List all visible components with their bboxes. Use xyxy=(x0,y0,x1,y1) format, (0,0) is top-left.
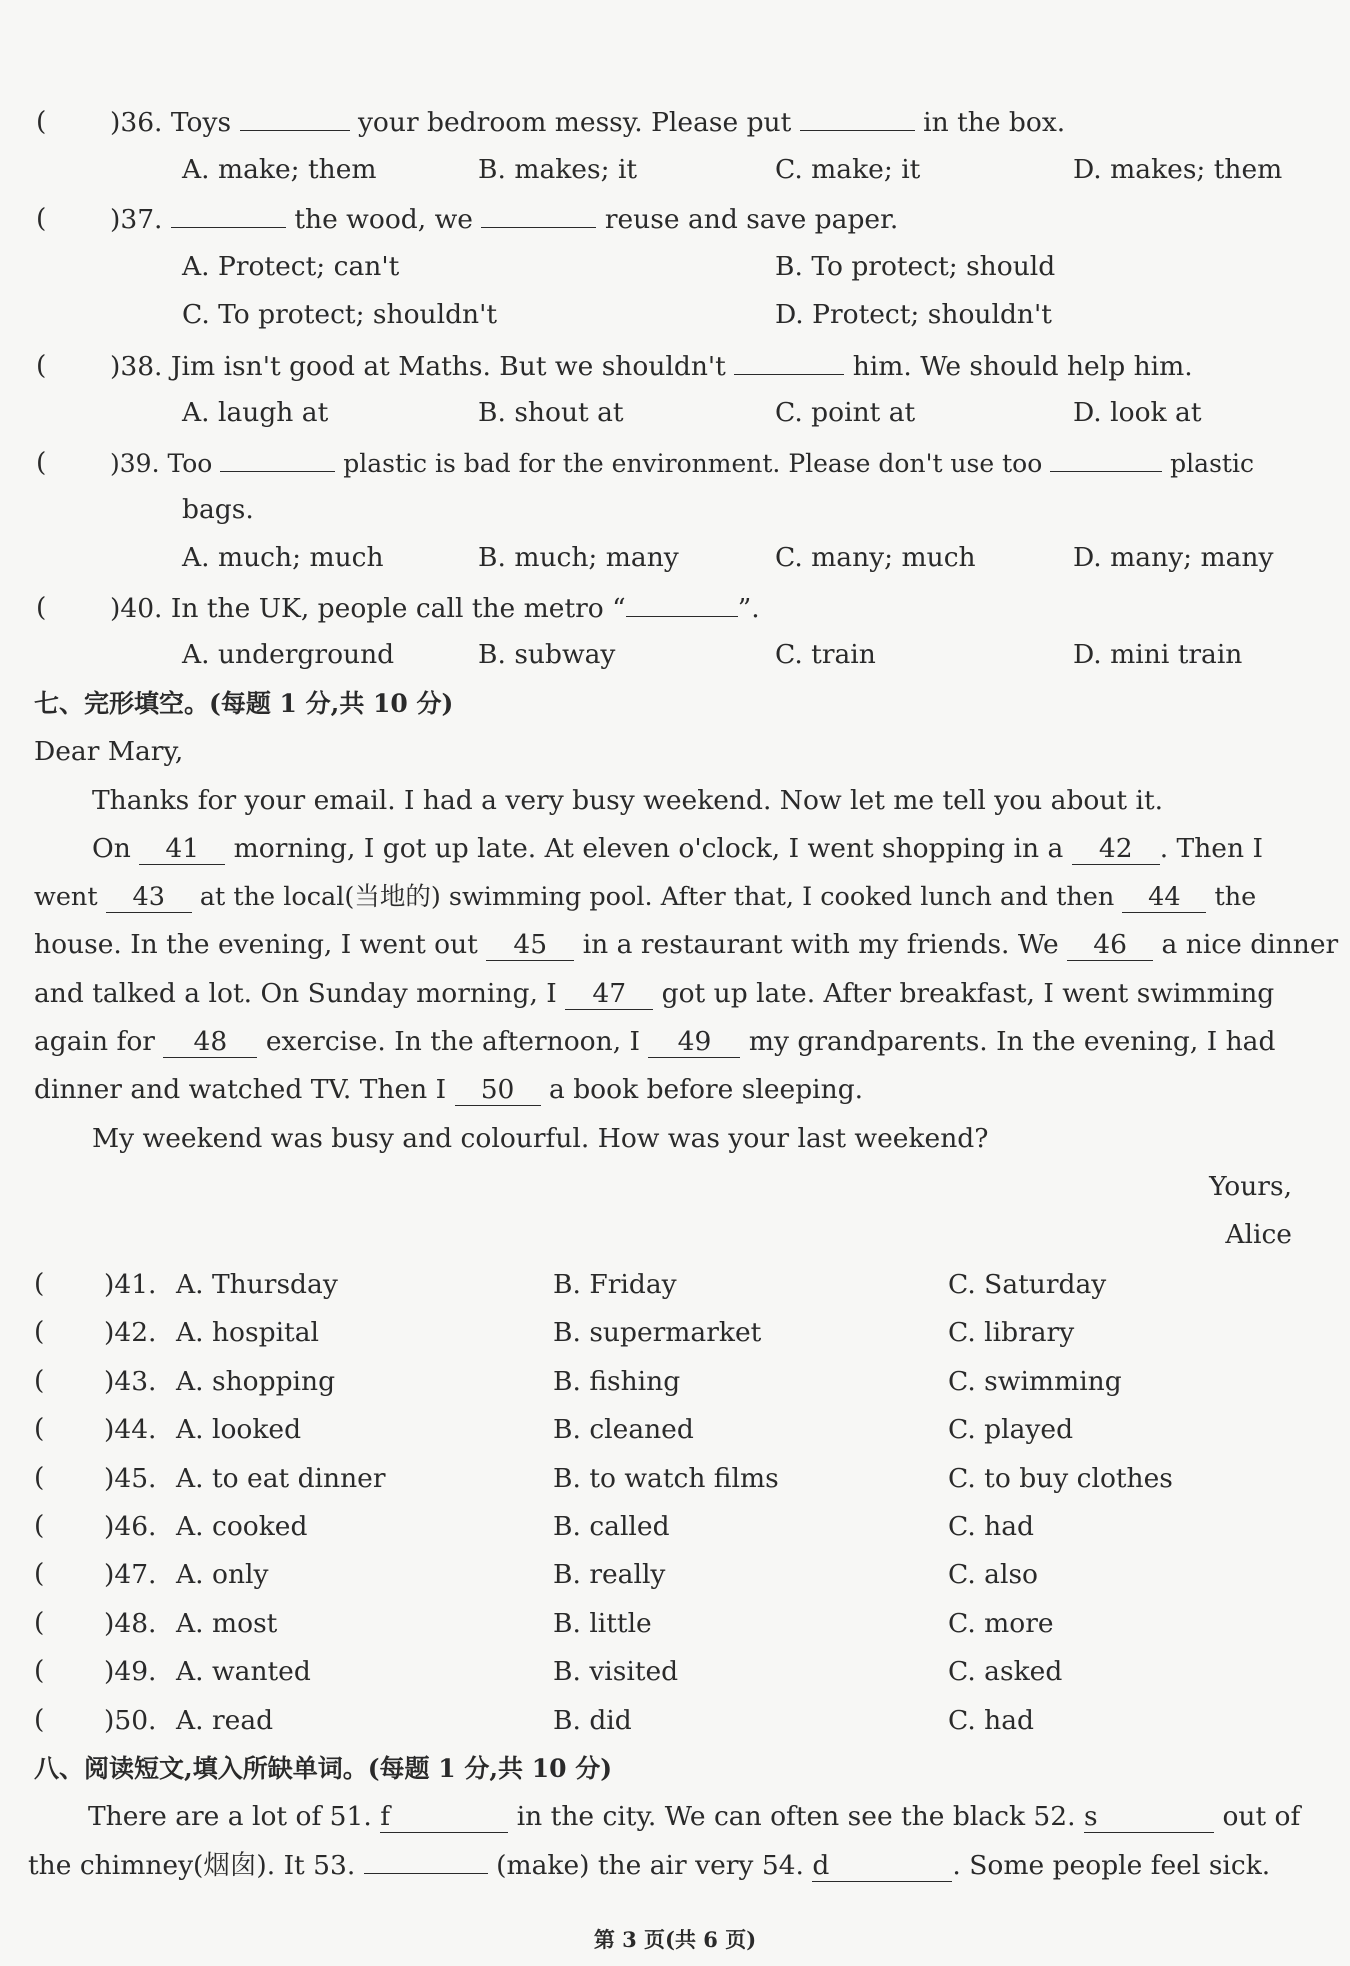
option-c[interactable]: C. swimming xyxy=(948,1365,1122,1397)
option-c[interactable]: C. many; much xyxy=(775,542,976,573)
passage-line xyxy=(34,977,1274,1011)
option-d[interactable]: D. look at xyxy=(1073,397,1202,428)
option-d[interactable]: D. Protect; shouldn't xyxy=(775,299,1052,330)
option-a[interactable]: A. wanted xyxy=(176,1656,311,1688)
stem-text: Jim isn't good at Maths. But we shouldn't xyxy=(170,351,726,382)
question-number: )38. xyxy=(110,351,163,382)
stem-text: reuse and save paper. xyxy=(604,204,899,235)
fill-blank-53[interactable] xyxy=(364,1873,488,1874)
option-b[interactable]: B. shout at xyxy=(478,397,624,428)
option-c[interactable]: C. Saturday xyxy=(948,1269,1107,1300)
option-c[interactable]: C. train xyxy=(775,639,876,670)
stem-text: Too xyxy=(167,449,213,478)
option-b[interactable]: B. supermarket xyxy=(553,1317,762,1349)
question-number: )43. xyxy=(104,1365,157,1397)
question-number: )39. xyxy=(110,449,160,478)
option-a[interactable]: A. Protect; can't xyxy=(182,251,400,282)
answer-paren[interactable]: ( xyxy=(34,1364,45,1396)
closing: Yours, xyxy=(1209,1171,1292,1202)
option-b[interactable]: B. much; many xyxy=(478,542,679,573)
blank[interactable] xyxy=(240,104,350,131)
option-c[interactable]: C. had xyxy=(948,1704,1035,1736)
passage-text: a book before sleeping. xyxy=(549,1074,864,1105)
section-heading: 七、完形填空。(每题 1 分,共 10 分) xyxy=(34,689,454,718)
option-d[interactable]: D. mini train xyxy=(1073,639,1243,670)
stem-continuation: bags. xyxy=(182,494,254,525)
passage-text: my grandparents. In the evening, I had xyxy=(748,1026,1276,1057)
option-b[interactable]: B. did xyxy=(553,1704,632,1736)
section-heading: 八、阅读短文,填入所缺单词。(每题 1 分,共 10 分) xyxy=(34,1754,613,1783)
stem-text: Toys xyxy=(170,107,232,138)
fill-blank-52[interactable]: s xyxy=(1084,1802,1214,1833)
option-a[interactable]: A. to eat dinner xyxy=(176,1462,386,1494)
question-number: )44. xyxy=(104,1414,157,1446)
answer-paren[interactable]: ( xyxy=(36,106,47,137)
option-b[interactable]: B. visited xyxy=(553,1656,679,1688)
option-b[interactable]: B. fishing xyxy=(553,1365,681,1397)
blank[interactable] xyxy=(800,104,915,131)
passage-text: at the local(当地的) swimming pool. After that, I cooked lunch and then xyxy=(199,882,1115,912)
passage-text: On xyxy=(92,833,131,864)
question-number: )37. xyxy=(110,204,163,235)
option-c[interactable]: C. more xyxy=(948,1607,1054,1639)
answer-paren[interactable]: ( xyxy=(34,1558,45,1590)
passage-text: . Some people feel sick. xyxy=(952,1850,1271,1881)
answer-paren[interactable]: ( xyxy=(34,1655,45,1687)
option-a[interactable]: A. read xyxy=(176,1704,274,1736)
passage-line xyxy=(34,880,1256,914)
stem-text: him. We should help him. xyxy=(852,351,1193,382)
question-40 xyxy=(110,590,760,626)
passage-text: in a restaurant with my friends. We xyxy=(582,929,1059,960)
cloze-blank-50[interactable]: 50 xyxy=(455,1075,541,1106)
passage-text: got up late. After breakfast, I went swimming xyxy=(661,978,1275,1009)
question-number: )48. xyxy=(104,1607,157,1639)
option-c[interactable]: C. also xyxy=(948,1559,1039,1591)
option-a[interactable]: A. shopping xyxy=(176,1365,336,1397)
cloze-blank-47[interactable]: 47 xyxy=(565,979,653,1010)
stem-text: your bedroom messy. Please put xyxy=(357,107,792,138)
stem-text: in the box. xyxy=(923,107,1066,138)
option-b[interactable]: B. to watch films xyxy=(553,1462,779,1494)
cloze-blank-41[interactable]: 41 xyxy=(139,834,225,865)
option-a[interactable]: A. Thursday xyxy=(176,1269,338,1300)
cloze-blank-48[interactable]: 48 xyxy=(163,1027,257,1058)
option-c[interactable]: C. played xyxy=(948,1414,1074,1446)
cloze-blank-43[interactable]: 43 xyxy=(106,882,192,913)
question-number: )41. xyxy=(104,1269,157,1300)
passage-text: went xyxy=(34,882,98,912)
passage-text: out of xyxy=(1222,1801,1301,1832)
answer-paren[interactable]: ( xyxy=(34,1316,45,1348)
blank[interactable] xyxy=(1050,445,1162,472)
question-number: )40. xyxy=(110,593,163,624)
option-c[interactable]: C. make; it xyxy=(775,154,921,185)
page-footer: 第 3 页(共 6 页) xyxy=(593,1927,757,1952)
passage-text: dinner and watched TV. Then I xyxy=(34,1074,447,1105)
cloze-blank-46[interactable]: 46 xyxy=(1067,930,1153,961)
passage-text: house. In the evening, I went out xyxy=(34,929,478,960)
question-number: )45. xyxy=(104,1462,157,1494)
option-a[interactable]: A. hospital xyxy=(176,1317,319,1349)
question-36 xyxy=(110,104,1065,140)
answer-paren[interactable]: ( xyxy=(34,1461,45,1493)
option-a[interactable]: A. only xyxy=(176,1559,269,1591)
stem-text: plastic is bad for the environment. Please don't use too xyxy=(343,449,1043,478)
passage-text: There are a lot of 51. xyxy=(88,1801,372,1832)
paragraph: Thanks for your email. I had a very busy weekend. Now let me tell you about it. xyxy=(92,785,1164,816)
option-b[interactable]: B. cleaned xyxy=(553,1414,694,1446)
passage-text: and talked a lot. On Sunday morning, I xyxy=(34,978,557,1009)
signature: Alice xyxy=(1225,1219,1292,1250)
answer-paren[interactable]: ( xyxy=(34,1268,45,1299)
passage-text: the chimney(烟囱). It 53. xyxy=(28,1850,356,1881)
cloze-blank-42[interactable]: 42 xyxy=(1072,834,1160,865)
option-a[interactable]: A. underground xyxy=(182,639,395,670)
stem-text: plastic xyxy=(1170,449,1254,478)
option-c[interactable]: C. asked xyxy=(948,1656,1063,1688)
option-c[interactable]: C. library xyxy=(948,1317,1075,1349)
option-b[interactable]: B. called xyxy=(553,1511,670,1542)
option-a[interactable]: A. most xyxy=(176,1607,278,1639)
passage-line xyxy=(34,1073,863,1107)
option-a[interactable]: A. make; them xyxy=(182,154,377,185)
blank[interactable] xyxy=(734,348,844,375)
option-b[interactable]: B. really xyxy=(553,1559,666,1591)
question-number: )50. xyxy=(104,1704,157,1736)
cloze-blank-45[interactable]: 45 xyxy=(486,930,574,961)
passage-text: . Then I xyxy=(1159,833,1263,864)
option-a[interactable]: A. cooked xyxy=(176,1511,308,1542)
passage-text: exercise. In the afternoon, I xyxy=(265,1026,641,1057)
option-b[interactable]: B. subway xyxy=(478,639,616,670)
option-b[interactable]: B. makes; it xyxy=(478,154,638,185)
question-number: )47. xyxy=(104,1559,157,1591)
salutation: Dear Mary, xyxy=(34,736,184,767)
answer-paren[interactable]: ( xyxy=(34,1510,45,1541)
stem-text: ”. xyxy=(737,593,760,624)
passage-line xyxy=(34,928,1338,962)
option-b[interactable]: B. To protect; should xyxy=(775,251,1056,282)
question-37 xyxy=(110,201,898,237)
passage-line xyxy=(88,1800,1300,1834)
passage-text: (make) the air very 54. xyxy=(496,1850,804,1881)
answer-paren[interactable]: ( xyxy=(34,1413,45,1445)
answer-paren[interactable]: ( xyxy=(34,1703,45,1735)
option-b[interactable]: B. little xyxy=(553,1607,652,1639)
option-c[interactable]: C. point at xyxy=(775,397,916,428)
passage-line xyxy=(28,1849,1270,1883)
option-d[interactable]: D. makes; them xyxy=(1073,154,1283,185)
answer-paren[interactable]: ( xyxy=(36,203,47,234)
question-39 xyxy=(110,445,1254,481)
option-c[interactable]: C. to buy clothes xyxy=(948,1462,1173,1494)
cloze-blank-44[interactable]: 44 xyxy=(1122,882,1206,913)
blank[interactable] xyxy=(171,201,286,228)
blank[interactable] xyxy=(626,590,738,617)
fill-blank-54[interactable]: d xyxy=(812,1851,952,1882)
answer-paren[interactable]: ( xyxy=(34,1606,45,1638)
paragraph: My weekend was busy and colourful. How was your last weekend? xyxy=(92,1123,989,1154)
passage-text: again for xyxy=(34,1026,155,1057)
option-a[interactable]: A. laugh at xyxy=(182,397,329,428)
passage-text: a nice dinner xyxy=(1161,929,1339,960)
option-d[interactable]: D. many; many xyxy=(1073,542,1274,573)
blank[interactable] xyxy=(481,201,596,228)
fill-blank-51[interactable]: f xyxy=(380,1802,508,1833)
passage-line xyxy=(92,832,1263,866)
option-c[interactable]: C. had xyxy=(948,1511,1035,1542)
question-number: )46. xyxy=(104,1511,157,1542)
option-a[interactable]: A. much; much xyxy=(182,542,384,573)
passage-text: in the city. We can often see the black 52. xyxy=(516,1801,1076,1832)
passage-line xyxy=(34,1025,1275,1059)
option-c[interactable]: C. To protect; shouldn't xyxy=(182,299,498,330)
question-number: )49. xyxy=(104,1656,157,1688)
cloze-blank-49[interactable]: 49 xyxy=(648,1027,740,1058)
stem-text: In the UK, people call the metro “ xyxy=(170,593,626,624)
blank[interactable] xyxy=(220,445,335,472)
passage-text: morning, I got up late. At eleven o'clock, I went shopping in a xyxy=(233,833,1064,864)
passage-text: the xyxy=(1214,882,1257,912)
stem-text: the wood, we xyxy=(294,204,473,235)
question-number: )36. xyxy=(110,107,163,138)
option-b[interactable]: B. Friday xyxy=(553,1269,677,1300)
answer-paren[interactable]: ( xyxy=(36,447,47,478)
answer-paren[interactable]: ( xyxy=(36,350,47,381)
question-38 xyxy=(110,348,1193,384)
option-a[interactable]: A. looked xyxy=(176,1414,302,1446)
question-number: )42. xyxy=(104,1317,157,1349)
answer-paren[interactable]: ( xyxy=(36,592,47,623)
